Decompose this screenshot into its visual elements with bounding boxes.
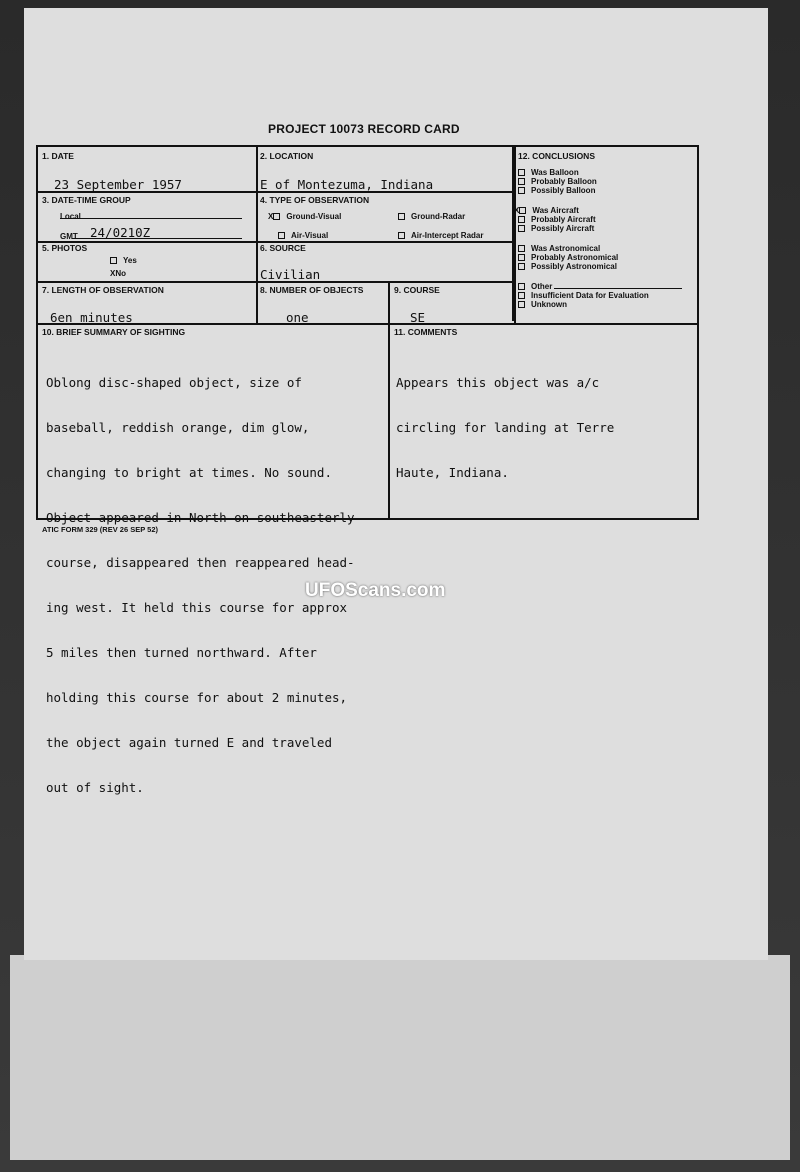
summary-line: ing west. It held this course for approx (46, 600, 348, 615)
length-of-observation-value: 6en minutes (50, 310, 133, 325)
checkbox-icon (518, 283, 525, 290)
photos-label: 5. PHOTOS (42, 243, 88, 253)
date-label: 1. DATE (42, 151, 74, 161)
summary-line: baseball, reddish orange, dim glow, (46, 420, 310, 435)
summary-line: holding this course for about 2 minutes, (46, 690, 348, 705)
type-option-label: Air-Visual (291, 231, 329, 240)
photos-yes-option (110, 256, 137, 265)
conclusion-mark: X (514, 206, 520, 215)
number-of-objects-value: one (286, 310, 309, 325)
conclusion-probably-astronomical (518, 253, 618, 262)
summary-line: 5 miles then turned northward. After (46, 645, 317, 660)
checkbox-icon (278, 232, 285, 239)
comments-line: Haute, Indiana. (396, 465, 509, 480)
summary-line: Oblong disc-shaped object, size of (46, 375, 302, 390)
type-option-air-visual (278, 231, 328, 240)
conclusion-label: Was Aircraft (532, 206, 579, 215)
conclusion-was-astronomical (518, 244, 600, 253)
type-option-ground-radar (398, 212, 465, 221)
checkbox-icon (519, 207, 526, 214)
conclusion-label: Probably Balloon (531, 177, 597, 186)
gmt-value: 24/0210Z (90, 225, 151, 240)
checkbox-icon (273, 213, 280, 220)
card-title: PROJECT 10073 RECORD CARD (268, 122, 460, 136)
conclusion-label: Was Astronomical (531, 244, 601, 253)
type-option-ground-visual (268, 212, 341, 221)
conclusion-possibly-aircraft (518, 224, 594, 233)
comments-line: Appears this object was a/c (396, 375, 600, 390)
checkbox-icon (398, 213, 405, 220)
checkbox-icon (518, 178, 525, 185)
comments-label: 11. COMMENTS (394, 327, 458, 337)
type-of-observation-label: 4. TYPE OF OBSERVATION (260, 195, 370, 205)
summary-line: changing to bright at times. No sound. (46, 465, 332, 480)
conclusion-was-balloon (518, 168, 579, 177)
course-label: 9. COURSE (394, 285, 440, 295)
summary-line: Object appeared in North on southeasterly (46, 510, 355, 525)
conclusion-label: Was Balloon (531, 168, 579, 177)
conclusion-label: Other (531, 282, 553, 291)
conclusion-label: Probably Aircraft (531, 215, 596, 224)
conclusion-insufficient-data (518, 291, 649, 300)
local-label: Local (60, 212, 81, 221)
checkbox-icon (518, 254, 525, 261)
form-number: ATIC FORM 329 (REV 26 SEP 52) (42, 525, 159, 534)
conclusion-label: Probably Astronomical (531, 253, 619, 262)
checkbox-icon (518, 169, 525, 176)
conclusion-was-aircraft (514, 206, 579, 215)
source-label: 6. SOURCE (260, 243, 306, 253)
number-of-objects-label: 8. NUMBER OF OBJECTS (260, 285, 364, 295)
source-value: Civilian (260, 267, 321, 282)
course-value: SE (410, 310, 426, 325)
conclusion-label: Possibly Balloon (531, 186, 596, 195)
photos-yes-label: Yes (123, 256, 137, 265)
photos-no-mark: X (110, 269, 116, 278)
conclusion-label: Possibly Aircraft (531, 224, 595, 233)
summary-label: 10. BRIEF SUMMARY OF SIGHTING (42, 327, 186, 337)
conclusion-label: Insufficient Data for Evaluation (531, 291, 649, 300)
type-option-air-intercept-radar (398, 231, 483, 240)
checkbox-icon (518, 301, 525, 308)
date-time-group-label: 3. DATE-TIME GROUP (42, 195, 131, 205)
conclusion-label: Unknown (531, 300, 567, 309)
type-option-label: Ground-Radar (411, 212, 466, 221)
location-value: E of Montezuma, Indiana (260, 177, 434, 192)
conclusion-probably-balloon (518, 177, 597, 186)
checkbox-icon (518, 245, 525, 252)
gmt-label: GMT (60, 232, 78, 241)
checkbox-icon (518, 292, 525, 299)
conclusion-unknown (518, 300, 567, 309)
checkbox-icon (518, 187, 525, 194)
checkbox-icon (518, 263, 525, 270)
conclusion-label: Possibly Astronomical (531, 262, 617, 271)
type-option-label: Ground-Visual (286, 212, 342, 221)
length-of-observation-label: 7. LENGTH OF OBSERVATION (42, 285, 164, 295)
checkbox-icon (518, 216, 525, 223)
conclusion-probably-aircraft (518, 215, 596, 224)
comments-text (396, 345, 696, 510)
conclusion-possibly-astronomical (518, 262, 617, 271)
conclusions-divider (512, 145, 514, 321)
watermark: UFOScans.com (305, 580, 446, 601)
checkbox-icon (110, 257, 117, 264)
date-value: 23 September 1957 (54, 177, 182, 192)
conclusion-other (518, 282, 682, 291)
type-option-mark: X (268, 212, 274, 221)
checkbox-icon (518, 225, 525, 232)
conclusions-label: 12. CONCLUSIONS (518, 151, 595, 161)
photos-no-label: No (115, 269, 127, 278)
type-option-label: Air-Intercept Radar (411, 231, 484, 240)
lower-paper-edge (10, 955, 790, 1160)
checkbox-icon (398, 232, 405, 239)
conclusion-possibly-balloon (518, 186, 595, 195)
location-label: 2. LOCATION (260, 151, 314, 161)
summary-line: course, disappeared then reappeared head- (46, 555, 355, 570)
photos-no-option (110, 269, 126, 278)
summary-line: the object again turned E and traveled (46, 735, 332, 750)
comments-line: circling for landing at Terre (396, 420, 615, 435)
summary-line: out of sight. (46, 780, 144, 795)
